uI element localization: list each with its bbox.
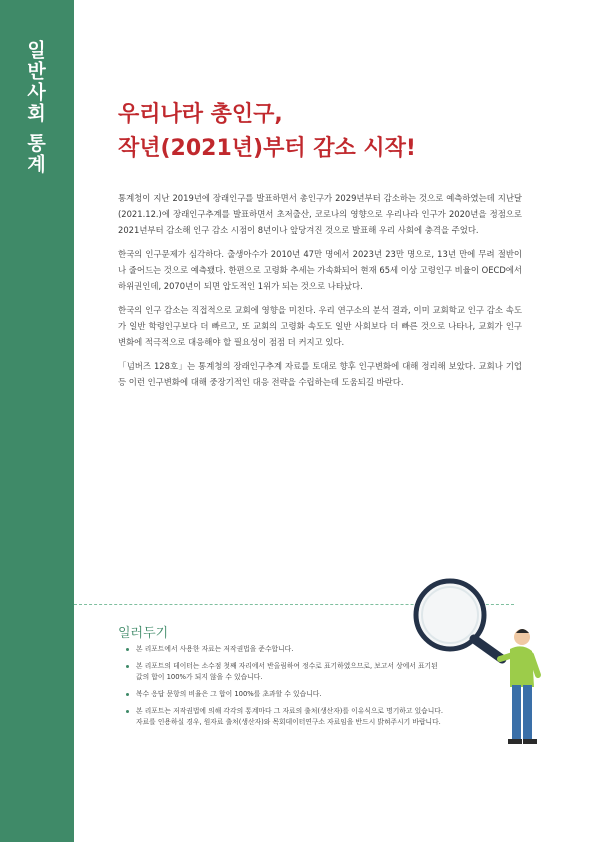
list-item [124, 706, 444, 728]
bullet-icon [126, 665, 129, 668]
note-text: 본 리포트의 데이터는 소수점 첫째 자리에서 반올림하여 정수로 표기하였으므로, 보고서 상에서 표기된 값의 합이 100%가 되지 않을 수 있습니다. [136, 662, 438, 681]
list-item [124, 644, 444, 655]
paragraph: 한국의 인구 감소는 직접적으로 교회에 영향을 미친다. 우리 연구소의 분석 결과, 이미 교회학교 인구 감소 속도가 일반 학령인구보다 더 빠르고, 또 교회의 고령화 속도도 일반 사회보다 더 빠른 것으로 나타나, 교회가 인구 변화에 적극적으로 대응해야 할 필요성이 점점 더 커지고 있다. [118, 305, 522, 347]
list-item [124, 661, 444, 683]
paragraph: 「넘버즈 128호」는 통계청의 장래인구추계 자료를 토대로 향후 인구변화에 대해 정리해 보았다. 교회나 기업 등 이런 인구변화에 대해 중장기적인 대응 전략을 수립하는데 도움되길 바란다. [118, 361, 522, 387]
notes-list [124, 644, 444, 734]
title-line-1: 우리나라 총인구, [118, 102, 283, 127]
body-text [118, 190, 522, 398]
note-text: 본 리포트에서 사용한 자료는 저작권법을 준수합니다. [136, 645, 294, 653]
sidebar-band [0, 0, 74, 842]
magnifying-glass-person-illustration [410, 575, 560, 775]
bullet-icon [126, 710, 129, 713]
bullet-icon [126, 648, 129, 651]
paragraph: 한국의 인구문제가 심각하다. 출생아수가 2010년 47만 명에서 2023년 23만 명으로, 13년 만에 무려 절반이나 줄어드는 것으로 예측됐다. 한편으로 고령화 추세는 가속화되어 현재 65세 이상 고령인구 비율이 OECD에서 하위권인데, 2070년이 되면 압도적인 1위가 되는 것으로 나타났다. [118, 249, 522, 291]
note-text: 복수 응답 문항의 비율은 그 합이 100%를 초과할 수 있습니다. [136, 690, 322, 698]
paragraph: 통계청이 지난 2019년에 장래인구를 발표하면서 총인구가 2029년부터 감소하는 것으로 예측하였는데 지난달(2021.12.)에 장래인구추계를 발표하면서 초저출산, 코로나의 영향으로 우리나라 인구가 2020년을 정점으로 2021년부터 감소해 인구 감소 시점이 8년이나 앞당겨진 것으로 발표해 우리 사회에 충격을 주었다. [118, 193, 522, 235]
list-item [124, 689, 444, 700]
notes-title: 일러두기 [118, 626, 169, 641]
title-line-2: 작년(2021년)부터 감소 시작! [118, 136, 416, 161]
section-label: 일반사회 통계 [24, 40, 46, 175]
note-text: 본 리포트는 저작권법에 의해 각각의 통계마다 그 자료의 출처(생산자)를 이유식으로 명기하고 있습니다. 자료를 인용하실 경우, 원자료 출처(생산자)와 목회데이터연구소 자료임을 반드시 밝혀주시기 바랍니다. [136, 707, 443, 726]
page-title [118, 98, 558, 166]
bullet-icon [126, 693, 129, 696]
